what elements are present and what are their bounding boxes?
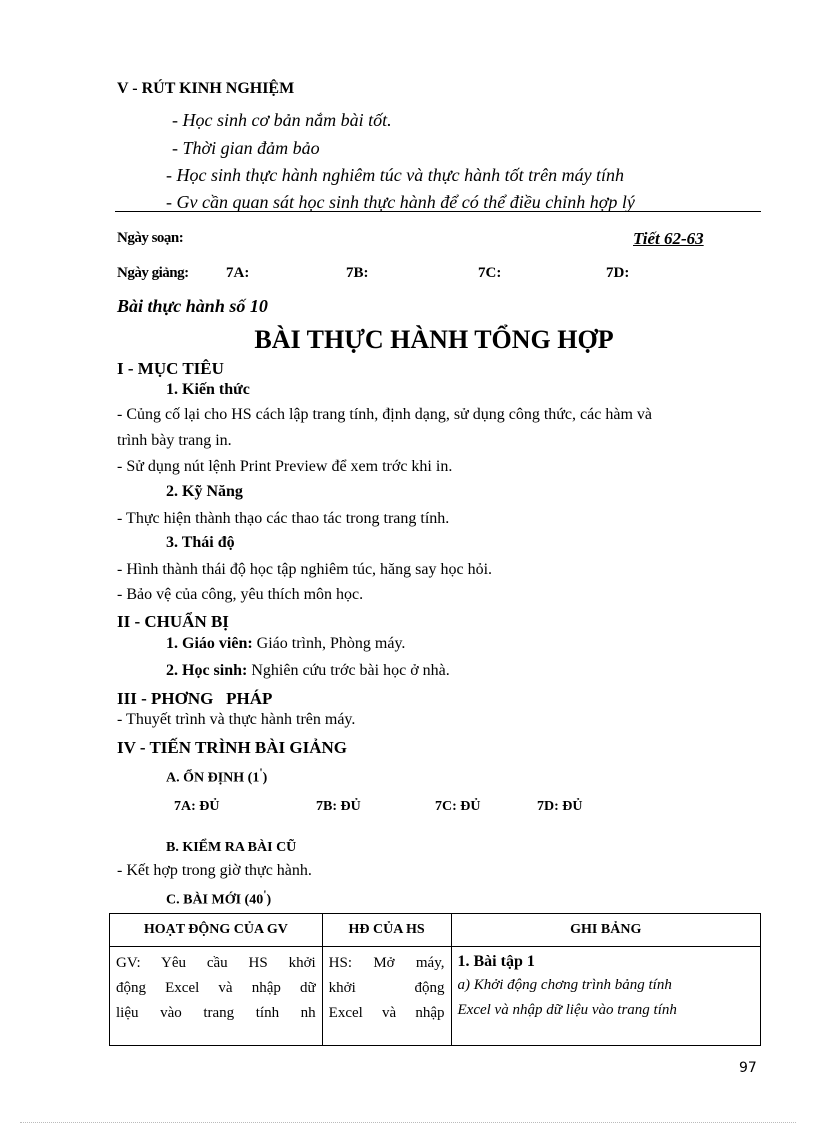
class-7a: 7A: bbox=[226, 265, 250, 281]
lesson-title: BÀI THỰC HÀNH TỔNG HỢP bbox=[254, 325, 614, 354]
gv-line-2: động Excel và nhập dữ bbox=[116, 980, 316, 996]
attendance-7a: 7A: ĐỦ bbox=[174, 799, 220, 814]
ghi-title: 1. Bài tập 1 bbox=[457, 953, 535, 970]
review-item-4: - Gv cần quan sát học sinh thực hành để có thể điều chỉnh hợp lý bbox=[166, 192, 635, 212]
on-dinh-sup: ' bbox=[259, 766, 263, 779]
thai-do-heading: 3. Thái độ bbox=[166, 534, 235, 551]
kien-thuc-heading: 1. Kiến thức bbox=[166, 381, 250, 398]
attendance-7c: 7C: ĐỦ bbox=[435, 799, 481, 814]
attendance-7b: 7B: ĐỦ bbox=[316, 799, 361, 814]
tiet-number: Tiết 62-63 bbox=[633, 229, 704, 248]
lesson-subtitle: Bài thực hành số 10 bbox=[117, 296, 268, 316]
on-dinh-heading bbox=[166, 766, 267, 787]
thai-do-line-1: - Hình thành thái độ học tập nghiêm túc, hăng say học hỏi. bbox=[117, 561, 493, 578]
class-7b: 7B: bbox=[346, 265, 369, 281]
hs-line-1: HS: Mở máy, bbox=[328, 955, 445, 971]
table-row bbox=[110, 947, 761, 1046]
review-item-2: - Thời gian đảm bảo bbox=[172, 138, 320, 158]
activity-table bbox=[109, 913, 761, 1046]
kiem-tra-heading: B. KIỂM RA BÀI CŨ bbox=[166, 840, 297, 855]
section-iii-heading: III - PHƠNG PHÁP bbox=[117, 689, 273, 708]
gv-line-1: GV: Yêu cầu HS khởi bbox=[116, 955, 316, 971]
section-divider bbox=[115, 211, 761, 212]
ngay-giang-label: Ngày giảng: bbox=[117, 265, 189, 281]
ky-nang-line-1: - Thực hiện thành thạo các thao tác trong trang tính. bbox=[117, 510, 450, 527]
page-number: 97 bbox=[739, 1060, 757, 1076]
gv-text: Giáo trình, Phòng máy. bbox=[252, 635, 406, 652]
section-ii-heading: II - CHUẨN BỊ bbox=[117, 612, 229, 631]
on-dinh-close: ) bbox=[262, 770, 268, 786]
class-7d: 7D: bbox=[606, 265, 630, 281]
hs-text: Nghiên cứu trớc bài học ở nhà. bbox=[247, 662, 450, 679]
section-iv-heading: IV - TIẾN TRÌNH BÀI GIẢNG bbox=[117, 738, 348, 757]
kien-thuc-line-1: - Củng cố lại cho HS cách lập trang tính, định dạng, sử dụng công thức, các hàm và bbox=[117, 406, 652, 423]
bai-moi-text: C. BÀI MỚI (40 bbox=[166, 892, 264, 908]
gv-label: 1. Giáo viên: bbox=[166, 635, 253, 652]
header-ghi-bang: GHI BẢNG bbox=[451, 914, 761, 947]
kien-thuc-line-2: trình bày trang in. bbox=[117, 432, 232, 449]
bai-moi-close: ) bbox=[266, 892, 272, 908]
bai-moi-sup: ' bbox=[263, 888, 267, 901]
ghi-line-2: Excel và nhập dữ liệu vào trang tính bbox=[457, 1002, 677, 1018]
kien-thuc-line-3: - Sử dụng nút lệnh Print Preview để xem trớc khi in. bbox=[117, 458, 453, 475]
header-hs: HĐ CỦA HS bbox=[322, 914, 451, 947]
section-i-heading: I - MỤC TIÊU bbox=[117, 359, 224, 378]
hs-line-2: khởi động bbox=[328, 980, 445, 996]
table-header-row bbox=[110, 914, 761, 947]
ky-nang-heading: 2. Kỹ Năng bbox=[166, 483, 243, 500]
review-item-1: - Học sinh cơ bản nắm bài tốt. bbox=[172, 110, 392, 130]
header-gv: HOẠT ĐỘNG CỦA GV bbox=[110, 914, 323, 947]
section-v-heading: V - RÚT KINH NGHIỆM bbox=[117, 80, 295, 97]
class-7c: 7C: bbox=[478, 265, 502, 281]
cell-ghi-bang bbox=[451, 947, 761, 1046]
hs-line-3: Excel và nhập bbox=[328, 1005, 445, 1021]
chuan-bi-hs bbox=[166, 662, 450, 680]
chuan-bi-gv bbox=[166, 635, 405, 653]
attendance-7d: 7D: ĐỦ bbox=[537, 799, 583, 814]
on-dinh-text: A. ỔN ĐỊNH (1 bbox=[166, 770, 260, 786]
ngay-soan-label: Ngày soạn: bbox=[117, 230, 184, 246]
ghi-line-1: a) Khởi động chơng trình bảng tính bbox=[457, 977, 672, 993]
cell-hs bbox=[322, 947, 451, 1046]
cell-gv bbox=[110, 947, 323, 1046]
bai-moi-heading bbox=[166, 888, 271, 909]
review-item-3: - Học sinh thực hành nghiêm túc và thực hành tốt trên máy tính bbox=[166, 165, 625, 185]
thai-do-line-2: - Bảo vệ của công, yêu thích môn học. bbox=[117, 586, 364, 603]
kiem-tra-text: - Kết hợp trong giờ thực hành. bbox=[117, 862, 312, 879]
hs-label: 2. Học sinh: bbox=[166, 662, 248, 679]
gv-line-3: liệu vào trang tính nh bbox=[116, 1005, 316, 1021]
phuong-phap-text: - Thuyết trình và thực hành trên máy. bbox=[117, 711, 356, 728]
